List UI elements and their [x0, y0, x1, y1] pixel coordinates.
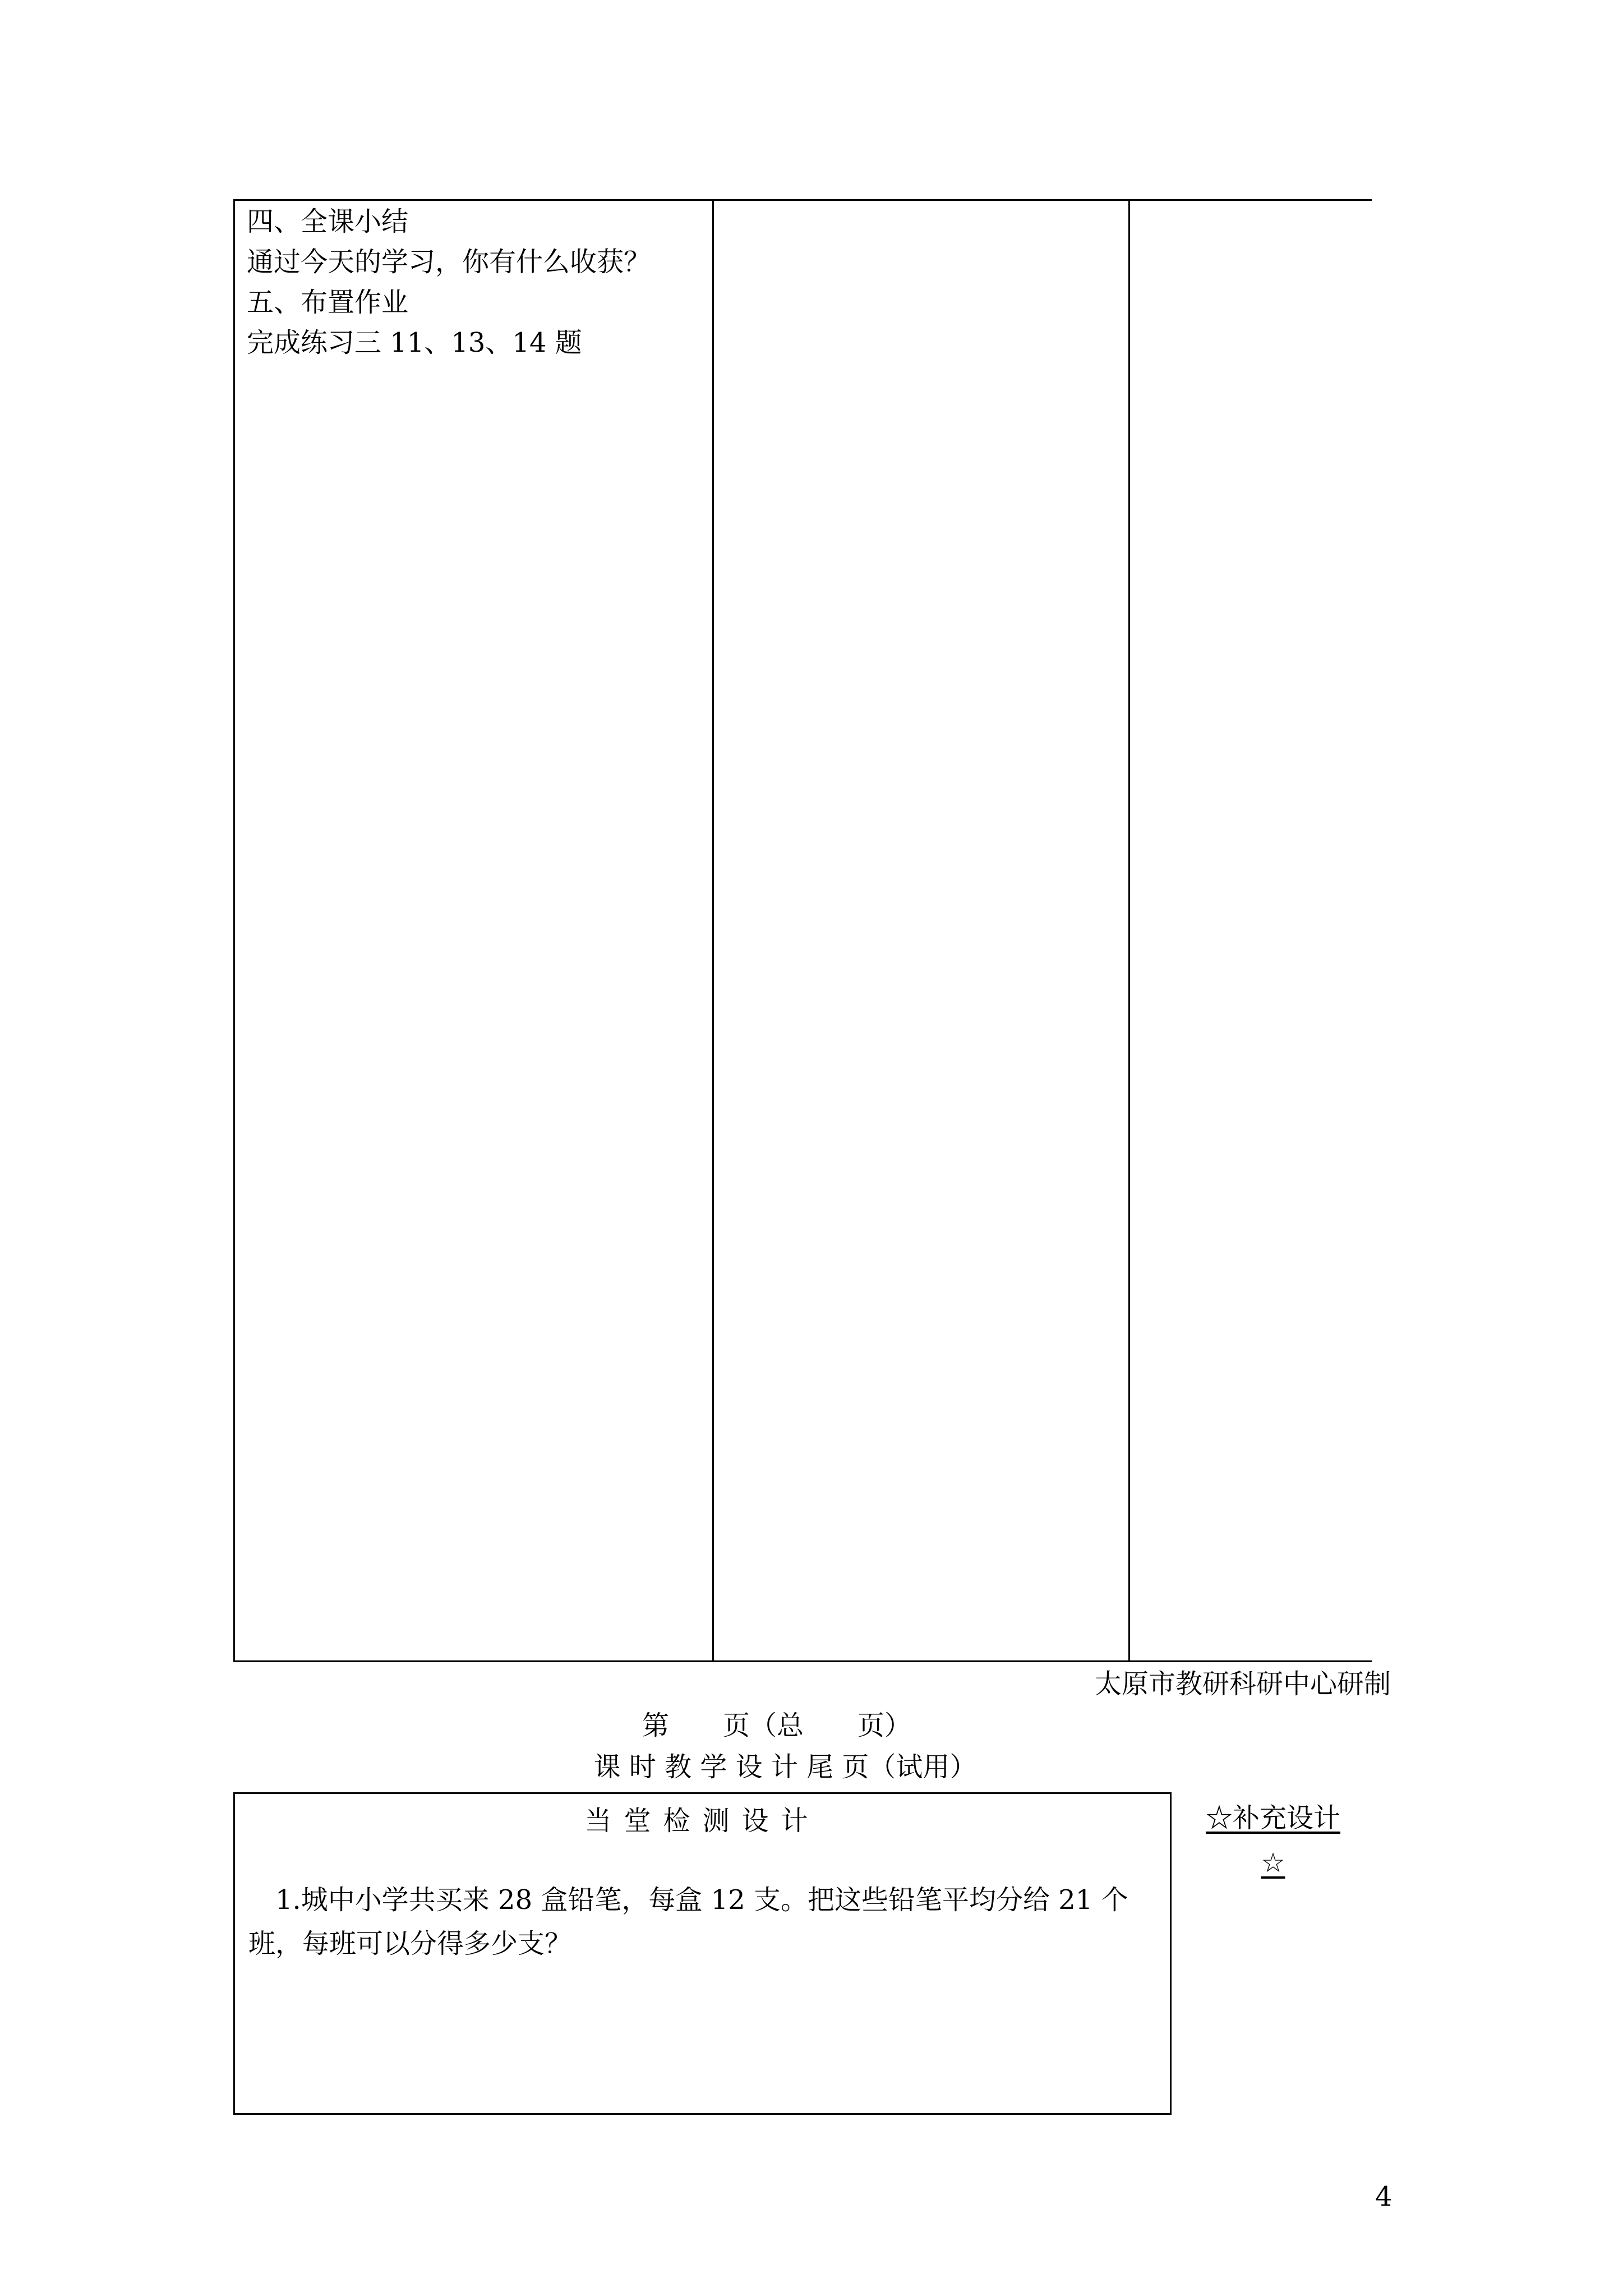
table-divider-1 [712, 199, 714, 1662]
supplement-star: ☆ [1261, 1847, 1285, 1879]
page-number: 4 [1375, 2181, 1393, 2212]
table-bottom-border [233, 1660, 1372, 1662]
table-divider-2 [1128, 199, 1130, 1662]
homework-detail: 完成练习三 11、13、14 题 [247, 327, 582, 358]
summary-heading: 四、全课小结 [247, 206, 409, 237]
table-left-border [233, 199, 235, 1662]
homework-heading: 五、布置作业 [247, 287, 409, 318]
section-heading: 课 时 教 学 设 计 尾 页（试用） [593, 1751, 977, 1783]
check-design-box [233, 1792, 1172, 2115]
supplement-design-label: ☆补充设计 [1205, 1802, 1340, 1834]
table-left-cell [247, 201, 707, 363]
table-top-border [233, 199, 1372, 201]
page-count-line: 第 页（总 页） [642, 1710, 911, 1741]
check-design-title: 当堂检测设计 [584, 1805, 820, 1837]
summary-question: 通过今天的学习，你有什么收获？ [247, 246, 651, 278]
lesson-table [233, 199, 1372, 1662]
credit-line: 太原市教研科研中心研制 [1094, 1668, 1391, 1700]
check-question: 1.城中小学共买来 28 盒铅笔，每盒 12 支。把这些铅笔平均分给 21 个班，每班可以分得多少支？ [248, 1884, 1128, 1959]
